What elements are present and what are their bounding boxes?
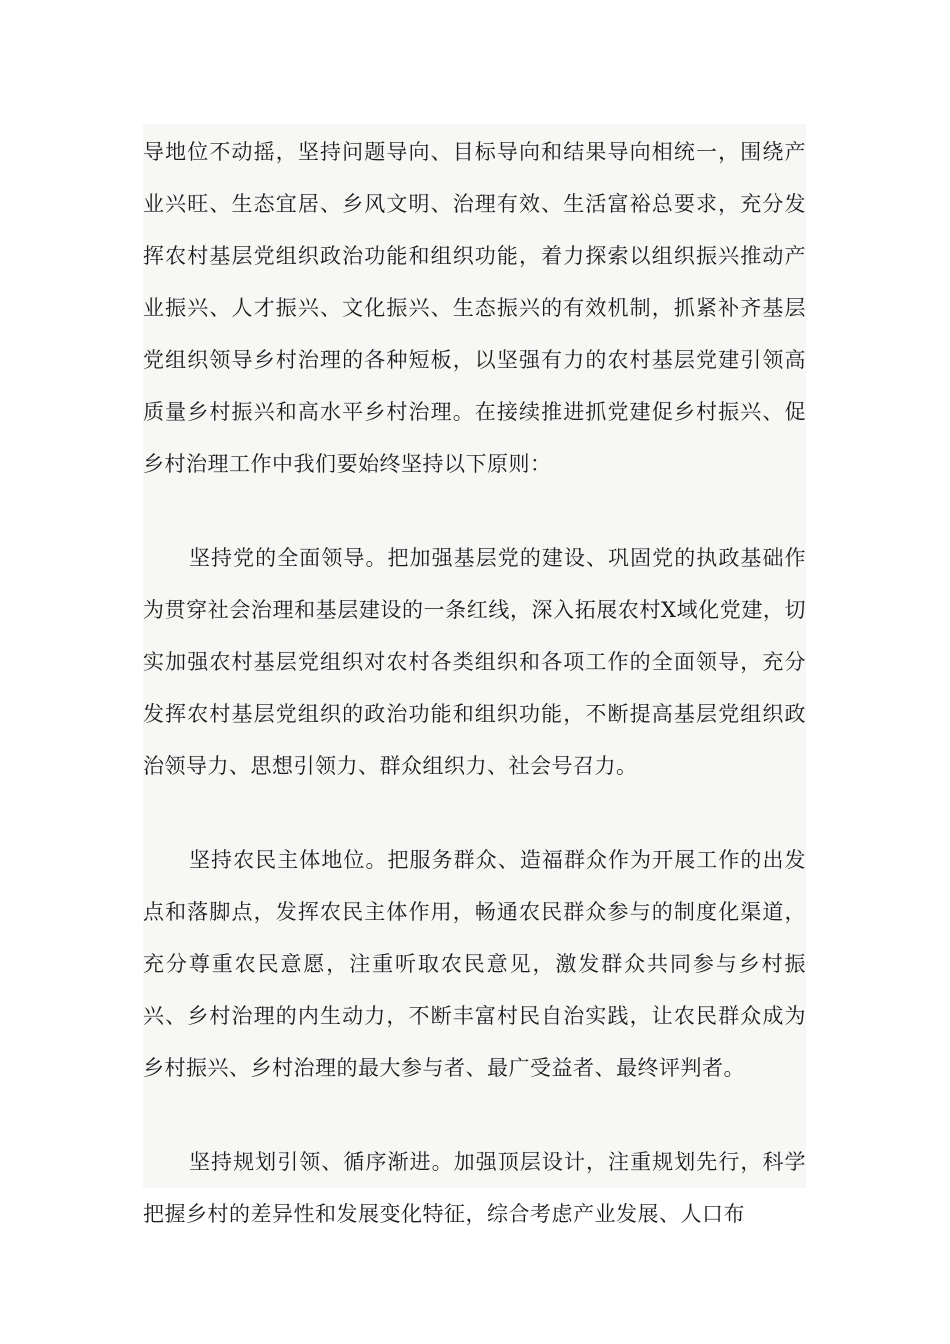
paragraph-party-leadership: 坚持党的全面领导。把加强基层党的建设、巩固党的执政基础作为贯穿社会治理和基层建设的一条红线，深入拓展农村X域化党建，切实加强农村基层党组织对农村各类组织和各项工作的全面领导，充分发挥农村基层党组织的政治功能和组织功能，不断提高基层党组织政治领导力、思想引领力、群众组织力、社会号召力。 — [143, 546, 806, 778]
paragraph-continuation: 导地位不动摇，坚持问题导向、目标导向和结果导向相统一，围绕产业兴旺、生态宜居、乡风文明、治理有效、生活富裕总要求，充分发挥农村基层党组织政治功能和组织功能，着力探索以组织振兴推动产业振兴、人才振兴、文化振兴、生态振兴的有效机制，抓紧补齐基层党组织领导乡村治理的各种短板，以坚强有力的农村基层党建引领高质量乡村振兴和高水平乡村治理。在接续推进抓党建促乡村振兴、促乡村治理工作中我们要始终坚持以下原则： — [143, 140, 806, 476]
paragraph-spacer — [143, 490, 806, 532]
paragraph-spacer — [143, 1094, 806, 1136]
paragraph-spacer — [143, 792, 806, 834]
paragraph-planning-guidance: 坚持规划引领、循序渐进。加强顶层设计，注重规划先行，科学把握乡村的差异性和发展变化特征，综合考虑产业发展、人口布 — [143, 1150, 806, 1226]
paragraph-farmer-subject: 坚持农民主体地位。把服务群众、造福群众作为开展工作的出发点和落脚点，发挥农民主体作用，畅通农民群众参与的制度化渠道，充分尊重农民意愿，注重听取农民意见，激发群众共同参与乡村振兴、乡村治理的内生动力，不断丰富村民自治实践，让农民群众成为乡村振兴、乡村治理的最大参与者、最广受益者、最终评判者。 — [143, 848, 806, 1080]
document-body — [143, 124, 806, 1226]
